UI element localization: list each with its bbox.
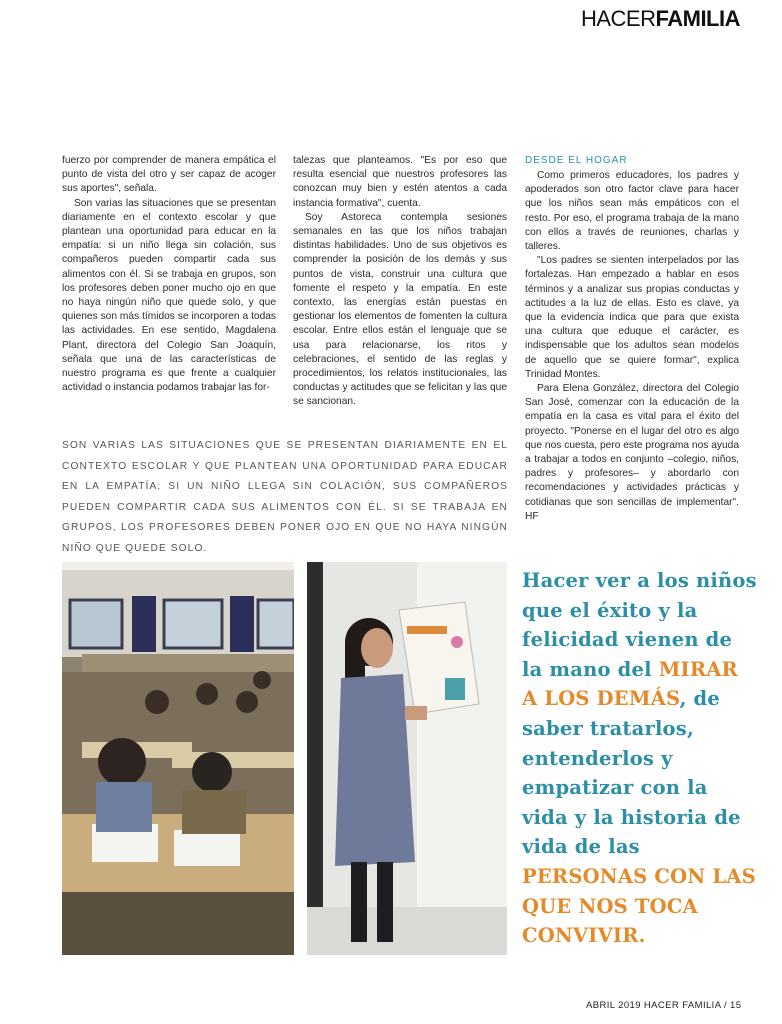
col1-paragraph-2: Son varias las situaciones que se presentan diariamente en el contexto escolar y que plantean una oportunidad para educar en la empatía: si un niño llega sin colación, sus compañeros pueden compartir cada sus alimentos con él. Si se trabaja en grupos, son los profesores deben poner mucho ojo en que no haya ningún niño que quede solo, y que quienes son más tímidos se incorporen a todas las actividades. En ese sentido, Magdalena Plant, directora del Colegio San Joaquín, señala que una de las características de nuestro programa es que frente a cualquier actividad o instancia podamos trabajar las for- (62, 197, 276, 394)
col3-paragraph-3: Para Elena González, directora del Colegio San José, comenzar con la educación de la empatía en la casa es vital para el éxito del proyecto. "Ponerse en el lugar del otro es algo que nos cuesta, pero este programa nos ayuda a trabajar a todos en conjunto –colegio, niños, padres y profesores– y abordarlo con recomendaciones y actividades prácticas y cotidianas que son sencillas de implementar". HF (525, 383, 739, 522)
highlight-callout (522, 566, 758, 951)
callout-text-2: , de saber tratarlos, entenderlos y empatizar con la vida y la historia de vida de las (522, 687, 741, 859)
col3-paragraph-1: Como primeros educadores, los padres y apoderados son otro factor clave para hacer que los niños sean más empáticos con el resto. Por eso, el programa trabaja de la mano con ellos a través de reuniones, charlas y talleres. (525, 170, 739, 253)
section-heading: DESDE EL HOGAR (525, 155, 628, 166)
col1-paragraph-1: fuerzo por comprender de manera empática el punto de vista del otro y ser capaz de acoger sus aportes", señala. (62, 155, 276, 195)
callout-highlight-2: PERSONAS CON LAS QUE NOS TOCA CONVIVIR. (522, 864, 756, 948)
col2-paragraph-1: talezas que planteamos. "Es por eso que resulta esencial que nuestros profesores las conozcan muy bien y estén atentos a cada instancia formativa", cuenta. (293, 155, 507, 209)
girl-illustration (307, 562, 507, 955)
page-footer: ABRIL 2019 HACER FAMILIA / 15 (586, 1000, 742, 1011)
girl-presenting-photo (307, 562, 507, 955)
callout-text-1: Hacer ver a los niños que el éxito y la felicidad vienen de la mano del (522, 569, 757, 681)
col2-paragraph-2: Soy Astoreca contempla sesiones semanales en las que los niños trabajan distintas habilidades. Uno de sus objetivos es comprender la posición de los demás y sus puntos de vista, construir una cultura que fomente el respeto y la empatía. En este contexto, las energías están puestas en gestionar los elementos de fomenten la cultura escolar. Entre ellos están el lenguaje que se usa para relacionarse, los ritos y celebraciones, el sentido de las reglas y procedimientos, los relatos institucionales, las conductas y actitudes que se felicitan y las que se sancionan. (293, 211, 507, 408)
article-column-3 (525, 154, 739, 524)
col3-paragraph-2: "Los padres se sienten interpelados por las fortalezas. Han empezado a hablar en esos términos y a analizar sus propias conductas y actitudes a la luz de ellas. Esto es clave, ya que la evidencia indica que para que exista una cultura que eduque el carácter, es indispensable que los adultos sean modelos de aquello que se quiere formar", explica Trinidad Montes. (525, 255, 739, 380)
masthead-part1: HACER (580, 6, 656, 31)
classroom-photo (62, 562, 294, 955)
masthead-part2: FAMILIA (655, 6, 740, 31)
masthead-logo (581, 6, 740, 32)
article-column-1 (62, 154, 276, 395)
article-column-2 (293, 154, 507, 410)
callout-highlight-1: MIRAR A LOS DEMÁS (522, 657, 738, 711)
pull-quote: SON VARIAS LAS SITUACIONES QUE SE PRESENTAN DIARIAMENTE EN EL CONTEXTO ESCOLAR Y QUE PLANTEAN UNA OPORTUNIDAD PARA EDUCAR EN LA EMPATÍA: SI UN NIÑO LLEGA SIN COLACIÓN, SUS COMPAÑEROS PUEDEN COMPARTIR CADA SUS ALIMENTOS CON ÉL. SI SE TRABAJA EN GRUPOS, LOS PROFESORES DEBEN PONER OJO EN QUE NO HAYA NINGÚN NIÑO QUE QUEDE SOLO. (62, 440, 508, 554)
classroom-illustration (62, 562, 294, 955)
